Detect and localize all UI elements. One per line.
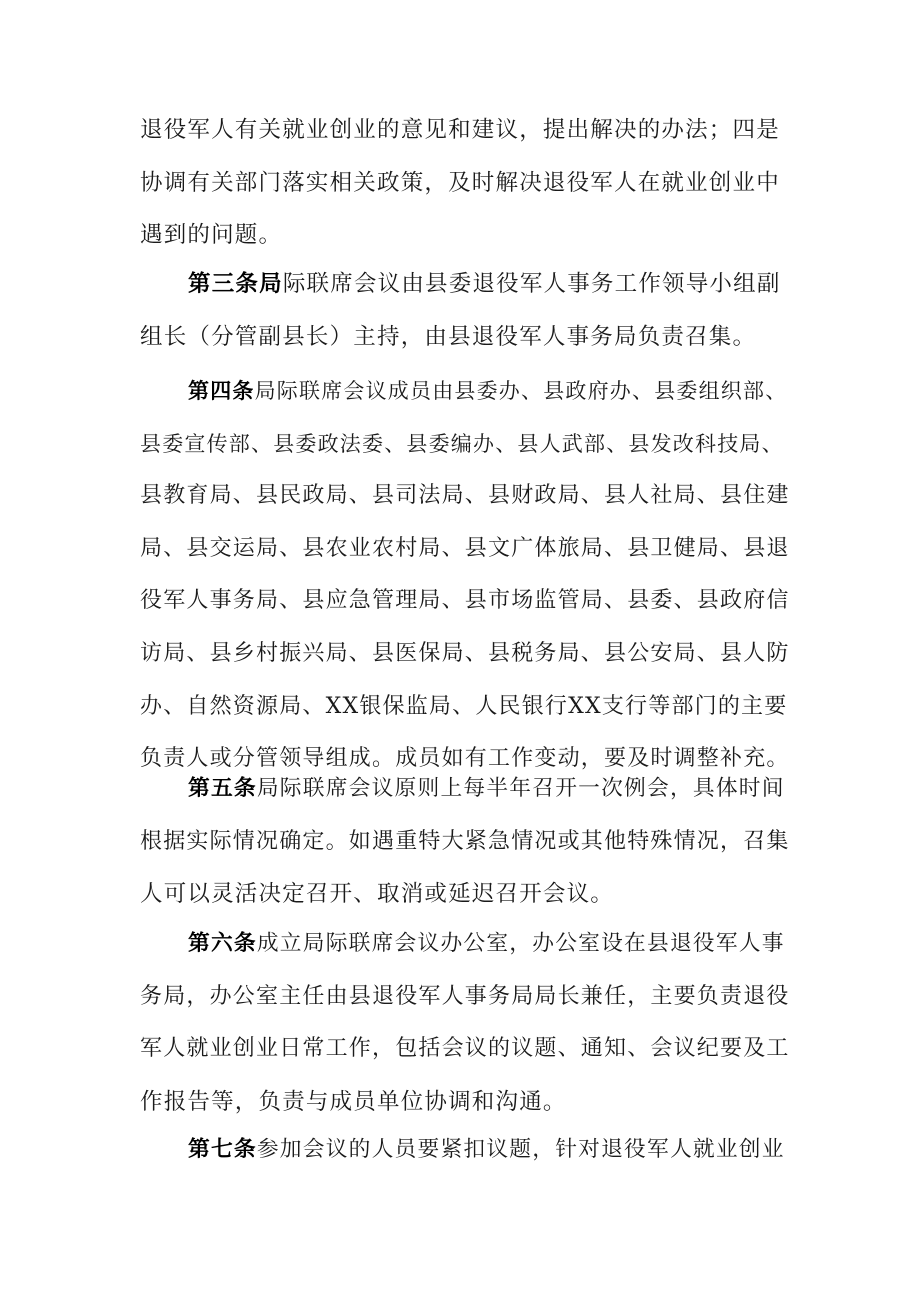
article-text: 际联席会议由县委退役军人事务工作领导小组副	[282, 271, 781, 297]
text-line: 组长（分管副县长）主持，由县退役军人事务局负责召集。	[140, 323, 757, 350]
text-line	[140, 1124, 790, 1177]
article-4	[140, 365, 790, 786]
text-line	[140, 763, 790, 816]
text-line	[140, 258, 790, 311]
article-3	[140, 258, 790, 363]
text-line: 务局，办公室主任由县退役军人事务局局长兼任，主要负责退役	[140, 983, 790, 1009]
article-text: 参加会议的人员要紧扣议题，针对退役军人就业创业	[256, 1137, 785, 1162]
text-line: 作报告等，负责与成员单位协调和沟通。	[140, 1088, 567, 1115]
text-line: 县委宣传部、县委政法委、县委编办、县人武部、县发改科技局、	[140, 431, 784, 456]
text-line	[140, 918, 790, 971]
text-line: 退役军人有关就业创业的意见和建议，提出解决的办法；四是	[140, 117, 780, 143]
text-line: 军人就业创业日常工作，包括会议的议题、通知、会议纪要及工	[140, 1036, 790, 1062]
article-heading: 第三条局	[188, 271, 283, 297]
article-text: 成立局际联席会议办公室，办公室设在县退役军人事	[256, 931, 785, 956]
article-5	[140, 763, 790, 921]
article-heading: 第四条	[188, 379, 255, 403]
text-line: 局、县交运局、县农业农村局、县文广体旅局、县卫健局、县退	[140, 535, 790, 561]
text-line: 负责人或分管领导组成。成员如有工作变动，要及时调整补充。	[140, 746, 790, 772]
article-7	[140, 1124, 790, 1177]
article-heading: 第五条	[188, 776, 257, 801]
article-heading: 第七条	[188, 1137, 257, 1162]
article-text: 局际联席会议原则上每半年召开一次例会，具体时间	[256, 776, 785, 801]
text-line: 遇到的问题。	[140, 222, 283, 249]
text-line: 县教育局、县民政局、县司法局、县财政局、县人社局、县住建	[140, 483, 790, 509]
text-line: 办、自然资源局、XX银保监局、人民银行XX支行等部门的主要	[140, 693, 788, 719]
intro-paragraph	[140, 104, 790, 262]
article-text: 局际联席会议成员由县委办、县政府办、县委组织部、	[254, 379, 788, 403]
text-line: 人可以灵活决定召开、取消或延迟召开会议。	[140, 881, 615, 908]
text-line: 根据实际情况确定。如遇重特大紧急情况或其他特殊情况，召集	[140, 828, 790, 854]
article-heading: 第六条	[188, 931, 257, 956]
text-line: 协调有关部门落实相关政策，及时解决退役军人在就业创业中	[140, 169, 780, 196]
article-6	[140, 918, 790, 1128]
text-line: 役军人事务局、县应急管理局、县市场监管局、县委、县政府信	[140, 588, 790, 614]
text-line	[140, 365, 790, 418]
text-line: 访局、县乡村振兴局、县医保局、县税务局、县公安局、县人防	[140, 640, 790, 666]
